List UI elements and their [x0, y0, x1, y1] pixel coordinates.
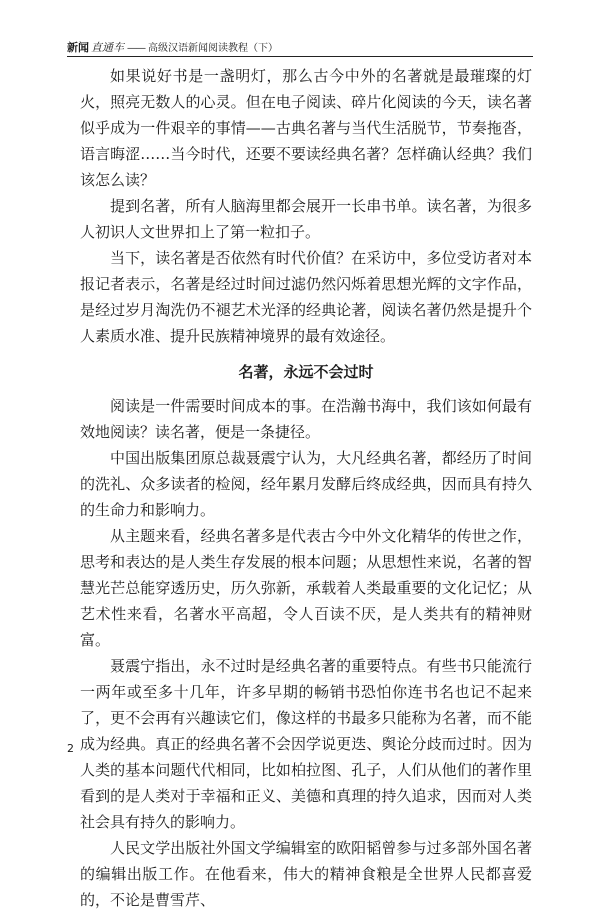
header-dash: —— [127, 43, 145, 54]
paragraph: 聂震宁指出，永不过时是经典名著的重要特点。有些书只能流行一两年或至多十几年，许多早期的畅销书恐怕你连书名也记不起来了，更不会再有兴趣读它们，像这样的书最多只能称为名著，而不能成为经典。真正的经典名著不会因学说更迭、舆论分歧而过时。因为人类的基本问题代代相同，比如柏拉图、孔子，人们从他们的著作里看到的是人类对于幸福和正义、美德和真理的持久追求，因而对人类社会具有持久的影响力。 [80, 657, 532, 831]
header-brand-italic: 直通车 [91, 41, 124, 54]
article-body [80, 63, 532, 913]
running-header [67, 41, 533, 56]
paragraph: 中国出版集团原总裁聂震宁认为，大凡经典名著，都经历了时间的洗礼、众多读者的检阅，经年累月发酵后终成经典，因而具有持久的生命力和影响力。 [80, 449, 532, 519]
paragraph: 如果说好书是一盏明灯，那么古今中外的名著就是最璀璨的灯火，照亮无数人的心灵。但在电子阅读、碎片化阅读的今天，读名著似乎成为一件艰辛的事情——古典名著与当代生活脱节，节奏拖沓，语言晦涩……当今时代，还要不要读经典名著？怎样确认经典？我们该怎么读？ [80, 67, 532, 189]
paragraph: 阅读是一件需要时间成本的事。在浩瀚书海中，我们该如何最有效地阅读？读名著，便是一条捷径。 [80, 397, 532, 441]
header-brand-bold: 新闻 [67, 41, 89, 54]
paragraph: 提到名著，所有人脑海里都会展开一长串书单。读名著，为很多人初识人文世界扣上了第一粒扣子。 [80, 197, 532, 241]
paragraph: 人民文学出版社外国文学编辑室的欧阳韬曾参与过多部外国名著的编辑出版工作。在他看来，伟大的精神食粮是全世界人民都喜爱的，不论是曹雪芹、 [80, 839, 532, 909]
paragraph: 当下，读名著是否依然有时代价值？在采访中，多位受访者对本报记者表示，名著是经过时间过滤仍然闪烁着思想光辉的文字作品，是经过岁月淘洗仍不褪艺术光泽的经典论著，阅读名著仍然是提升个人素质水准、提升民族精神境界的最有效途径。 [80, 249, 532, 345]
paragraph: 从主题来看，经典名著多是代表古今中外文化精华的传世之作，思考和表达的是人类生存发展的根本问题；从思想性来说，名著的智慧光芒总能穿透历史，历久弥新，承载着人类最重要的文化记忆；从艺术性来看，名著水平高超，令人百读不厌，是人类共有的精神财富。 [80, 527, 532, 649]
section-heading: 名著，永远不会过时 [238, 363, 374, 381]
header-rule [67, 56, 533, 57]
header-series-title: 高级汉语新闻阅读教程（下） [148, 43, 278, 54]
page-number: 2 [67, 742, 74, 755]
